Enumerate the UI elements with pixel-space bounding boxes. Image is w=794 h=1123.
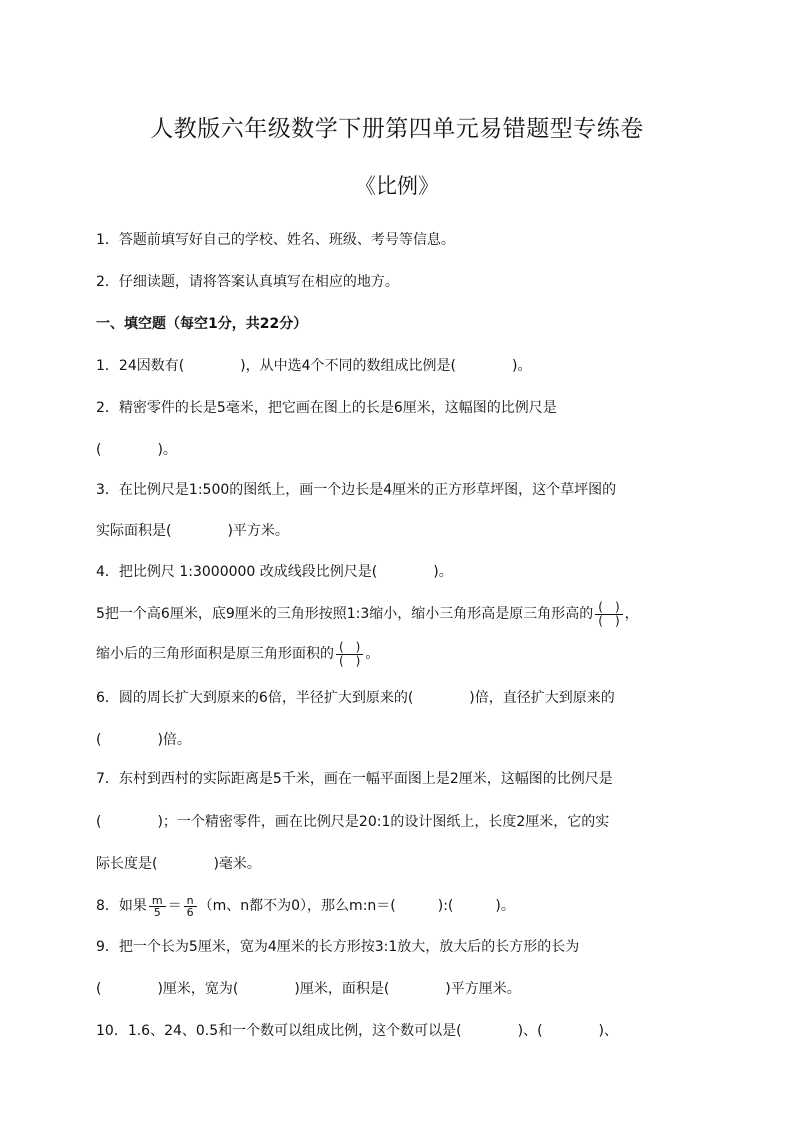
question-6-line-1: 6．圆的周长扩大到原来的6倍，半径扩大到原来的( )倍，直径扩大到原来的 bbox=[96, 690, 615, 706]
question-3-line-1: 3．在比例尺是1:500的图纸上，画一个边长是4厘米的正方形草坪图，这个草坪图的 bbox=[96, 482, 617, 498]
question-8-suffix: （m、n都不为0），那么m:n＝( ):( )。 bbox=[198, 898, 515, 914]
question-2-line-2: ( )。 bbox=[96, 442, 177, 458]
question-8 bbox=[96, 891, 716, 921]
question-1: 1．24因数有( )，从中选4个不同的数组成比例是( )。 bbox=[96, 358, 532, 374]
fraction-numerator: n bbox=[184, 895, 197, 907]
question-5-line-1 bbox=[96, 599, 716, 629]
fraction-m-over-5 bbox=[149, 895, 166, 918]
fraction-denominator: 6 bbox=[186, 905, 194, 919]
question-2-line-1: 2．精密零件的长是5毫米，把它画在图上的长是6厘米，这幅图的比例尺是 bbox=[96, 400, 557, 416]
question-5-punct-2: 。 bbox=[365, 646, 380, 662]
question-7-line-1: 7．东村到西村的实际距离是5千米，画在一幅平面图上是2厘米，这幅图的比例尺是 bbox=[96, 771, 613, 787]
question-8-prefix: 8．如果 bbox=[96, 898, 147, 914]
fraction-n-over-6 bbox=[184, 895, 197, 918]
question-10: 10．1.6、24、0.5和一个数可以组成比例，这个数可以是( )、( )、 bbox=[96, 1023, 619, 1039]
fraction-blank-1 bbox=[595, 601, 622, 628]
fraction-numerator: m bbox=[149, 895, 166, 907]
page-title: 人教版六年级数学下册第四单元易错题型专练卷 bbox=[150, 116, 644, 142]
question-7-line-2: ( )；一个精密零件，画在比例尺是20:1的设计图纸上，长度2厘米，它的实 bbox=[96, 814, 610, 830]
question-9-line-2: ( )厘米，宽为( )厘米，面积是( )平方厘米。 bbox=[96, 981, 521, 997]
question-3-line-2: 实际面积是( )平方米。 bbox=[96, 523, 289, 539]
question-7-line-3: 际长度是( )毫米。 bbox=[96, 856, 261, 872]
fraction-numerator: ( ) bbox=[595, 601, 622, 615]
question-5-line-2 bbox=[96, 639, 716, 669]
question-5-text-1: 5把一个高6厘米，底9厘米的三角形按照1:3缩小，缩小三角形高是原三角形高的 bbox=[96, 606, 594, 622]
page-subtitle: 《比例》 bbox=[355, 174, 439, 198]
fraction-denominator: 5 bbox=[153, 905, 161, 919]
question-5-text-2: 缩小后的三角形面积是原三角形面积的 bbox=[96, 646, 334, 662]
instruction-1: 1．答题前填写好自己的学校、姓名、班级、考号等信息。 bbox=[96, 232, 455, 248]
question-9-line-1: 9．把一个长为5厘米，宽为4厘米的长方形按3:1放大，放大后的长方形的长为 bbox=[96, 939, 580, 955]
fraction-blank-2 bbox=[336, 641, 363, 668]
question-6-line-2: ( )倍。 bbox=[96, 732, 191, 748]
fraction-denominator: ( ) bbox=[339, 653, 361, 668]
question-5-punct-1: ， bbox=[624, 606, 639, 622]
section-title: 一、填空题（每空1分，共22分） bbox=[96, 316, 308, 332]
question-4: 4．把比例尺 1:3000000 改成线段比例尺是( )。 bbox=[96, 564, 453, 580]
fraction-denominator: ( ) bbox=[598, 613, 620, 628]
equals-sign: ＝ bbox=[167, 898, 182, 914]
instruction-2: 2．仔细读题，请将答案认真填写在相应的地方。 bbox=[96, 274, 399, 290]
fraction-numerator: ( ) bbox=[336, 641, 363, 655]
